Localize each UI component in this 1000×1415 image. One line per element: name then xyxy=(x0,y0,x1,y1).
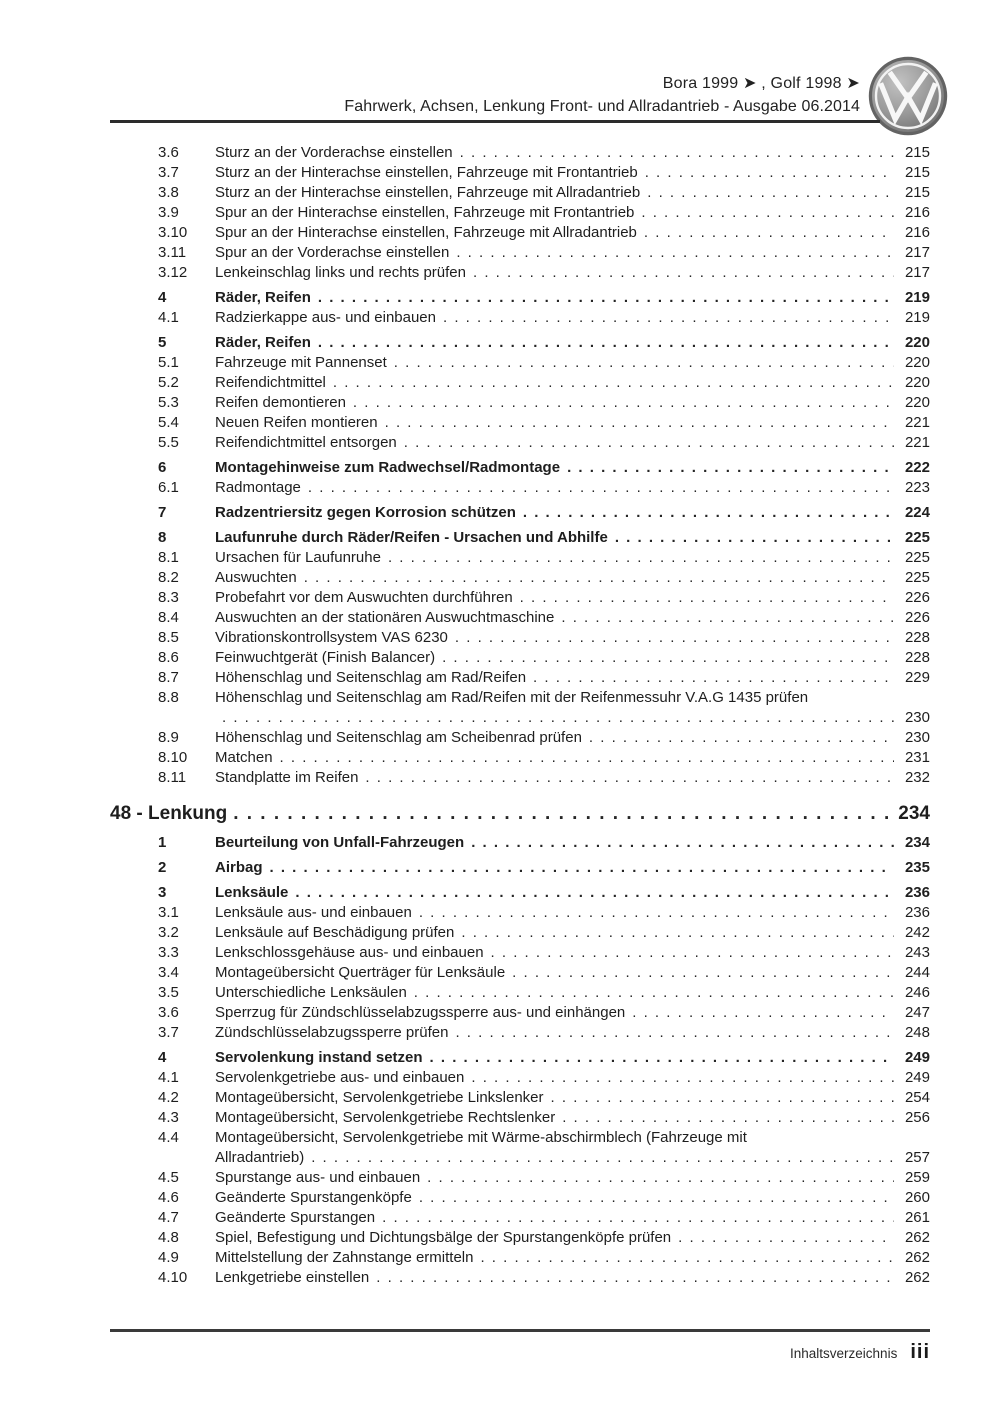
toc-entry-dot-leader xyxy=(412,903,894,923)
toc-entry[interactable] xyxy=(110,333,930,353)
toc-entry-title: Lenkeinschlag links und rechts prüfen xyxy=(215,264,466,281)
toc-entry-title: Allradantrieb) xyxy=(215,1149,305,1166)
toc-entry-dot-leader xyxy=(227,800,894,828)
toc-entry-number: 5.5 xyxy=(158,434,179,451)
toc-entry-number: 4.8 xyxy=(158,1229,179,1246)
toc-list xyxy=(110,143,930,1288)
toc-entry-title: Feinwuchtgerät (Finish Balancer) xyxy=(215,649,436,666)
toc-entry-number: 6 xyxy=(158,459,167,476)
toc-entry-number: 6.1 xyxy=(158,479,179,496)
toc-entry-title: Servolenkgetriebe aus- und einbauen xyxy=(215,1069,465,1086)
toc-entry[interactable] xyxy=(110,1188,930,1208)
toc-entry[interactable] xyxy=(110,548,930,568)
toc-entry[interactable] xyxy=(110,800,930,828)
toc-entry-title: Räder, Reifen xyxy=(215,289,311,306)
toc-entry-title: Radzierkappe aus- und einbauen xyxy=(215,309,436,326)
toc-entry[interactable] xyxy=(110,413,930,433)
toc-entry-page: 219 xyxy=(904,289,930,306)
toc-entry[interactable] xyxy=(110,963,930,983)
toc-entry-number: 3.2 xyxy=(158,924,179,941)
toc-entry-page: 215 xyxy=(904,184,930,201)
toc-entry-page: 244 xyxy=(904,964,930,981)
toc-entry-title: Sturz an der Hinterachse einstellen, Fahrzeuge mit Frontantrieb xyxy=(215,164,638,181)
toc-entry-page: 256 xyxy=(904,1109,930,1126)
toc-entry-number: 3.12 xyxy=(158,264,188,281)
toc-entry[interactable] xyxy=(110,628,930,648)
toc-entry-page: 242 xyxy=(904,924,930,941)
toc-entry-number: 3.8 xyxy=(158,184,179,201)
toc-entry-number: 5.2 xyxy=(158,374,179,391)
toc-entry-title: Höhenschlag und Seitenschlag am Rad/Reifen mit der Reifenmessuhr V.A.G 1435 prüfen xyxy=(215,689,809,706)
toc-entry-title: Lenksäule auf Beschädigung prüfen xyxy=(215,924,455,941)
toc-entry-title: Standplatte im Reifen xyxy=(215,769,359,786)
toc-entry[interactable] xyxy=(110,648,930,668)
toc-entry-title: Servolenkung instand setzen xyxy=(215,1049,423,1066)
footer-label: Inhaltsverzeichnis xyxy=(790,1346,898,1361)
toc-entry-title: Lenksäule xyxy=(215,884,289,901)
toc-entry-number: 3.9 xyxy=(158,204,179,221)
toc-entry[interactable] xyxy=(110,503,930,523)
toc-entry[interactable] xyxy=(110,373,930,393)
toc-entry-dot-leader xyxy=(435,648,894,668)
toc-entry-dot-leader xyxy=(671,1228,894,1248)
toc-entry-title: Montageübersicht, Servolenkgetriebe Linkslenker xyxy=(215,1089,544,1106)
toc-entry[interactable] xyxy=(110,1088,930,1108)
toc-entry-page: 221 xyxy=(904,434,930,451)
toc-entry-dot-leader xyxy=(311,288,894,308)
toc-entry[interactable] xyxy=(110,588,930,608)
toc-entry[interactable] xyxy=(110,243,930,263)
toc-entry-number: 4.1 xyxy=(158,1069,179,1086)
toc-entry[interactable] xyxy=(110,983,930,1003)
toc-entry-page: 225 xyxy=(904,569,930,586)
toc-entry-number: 3.3 xyxy=(158,944,179,961)
toc-entry-page: 234 xyxy=(898,803,930,824)
toc-entry-page: 217 xyxy=(904,244,930,261)
toc-entry[interactable] xyxy=(110,1248,930,1268)
toc-entry-page: 228 xyxy=(904,629,930,646)
toc-entry[interactable] xyxy=(110,568,930,588)
toc-entry-dot-leader xyxy=(544,1088,894,1108)
toc-entry-title: Räder, Reifen xyxy=(215,334,311,351)
toc-entry-dot-leader xyxy=(513,588,894,608)
toc-entry[interactable] xyxy=(110,1268,930,1288)
toc-entry-number: 3 xyxy=(158,884,167,901)
toc-entry-title: Airbag xyxy=(215,859,263,876)
toc-entry-number: 5 xyxy=(158,334,167,351)
toc-entry-page: 261 xyxy=(904,1209,930,1226)
toc-entry[interactable] xyxy=(110,708,930,728)
toc-entry-page: 225 xyxy=(904,529,930,546)
toc-entry-number: 8.3 xyxy=(158,589,179,606)
header-models: Bora 1999 ➤ , Golf 1998 ➤ xyxy=(662,75,860,92)
toc-entry-title: Montageübersicht, Servolenkgetriebe Rechtslenker xyxy=(215,1109,556,1126)
toc-entry-dot-leader xyxy=(263,858,894,878)
toc-entry-title: Spur an der Hinterachse einstellen, Fahrzeuge mit Frontantrieb xyxy=(215,204,635,221)
toc-entry-dot-leader xyxy=(311,333,894,353)
toc-entry-title: Spur an der Vorderachse einstellen xyxy=(215,244,450,261)
toc-entry-dot-leader xyxy=(381,548,894,568)
toc-entry-page: 262 xyxy=(904,1229,930,1246)
toc-entry-page: 262 xyxy=(904,1249,930,1266)
toc-entry-dot-leader xyxy=(423,1048,894,1068)
toc-entry-title: Neuen Reifen montieren xyxy=(215,414,378,431)
toc-entry-page: 243 xyxy=(904,944,930,961)
footer-page-number: iii xyxy=(910,1341,930,1363)
toc-entry-number: 8.2 xyxy=(158,569,179,586)
toc-entry-title: Lenkgetriebe einstellen xyxy=(215,1269,370,1286)
toc-entry-number: 4 xyxy=(158,289,167,306)
toc-entry-dot-leader xyxy=(387,353,894,373)
toc-entry-number: 5.3 xyxy=(158,394,179,411)
toc-entry-title: Reifendichtmittel entsorgen xyxy=(215,434,397,451)
toc-entry-number: 4.4 xyxy=(158,1129,179,1146)
toc-entry[interactable] xyxy=(110,393,930,413)
toc-entry-dot-leader xyxy=(304,1148,894,1168)
toc-entry-page: 230 xyxy=(904,709,930,726)
toc-entry-page: 249 xyxy=(904,1049,930,1066)
toc-entry-page: 257 xyxy=(904,1149,930,1166)
toc-entry-page: 215 xyxy=(904,164,930,181)
toc-entry-page: 216 xyxy=(904,224,930,241)
toc-entry[interactable] xyxy=(110,433,930,453)
toc-entry-number: 8.11 xyxy=(158,769,187,786)
toc-entry-page: 222 xyxy=(904,459,930,476)
toc-entry-dot-leader xyxy=(555,1108,894,1128)
toc-entry-title: Geänderte Spurstangenköpfe xyxy=(215,1189,412,1206)
toc-entry-title: Laufunruhe durch Räder/Reifen - Ursachen und Abhilfe xyxy=(215,529,608,546)
toc-entry-number: 4.1 xyxy=(158,309,179,326)
toc-entry-number: 3.6 xyxy=(158,1004,179,1021)
toc-entry-number: 5.4 xyxy=(158,414,179,431)
toc-entry-dot-leader xyxy=(582,728,894,748)
toc-entry-dot-leader xyxy=(326,373,894,393)
toc-entry-number: 3.11 xyxy=(158,244,187,261)
toc-entry[interactable] xyxy=(110,353,930,373)
toc-entry-title: Höhenschlag und Seitenschlag am Rad/Reifen xyxy=(215,669,527,686)
toc-entry-number: 8.7 xyxy=(158,669,179,686)
toc-entry-dot-leader xyxy=(638,163,894,183)
toc-entry[interactable] xyxy=(110,768,930,788)
toc-entry-dot-leader xyxy=(464,1068,894,1088)
toc-entry-number: 4.10 xyxy=(158,1269,188,1286)
toc-entry-number: 4.6 xyxy=(158,1189,179,1206)
toc-entry-title: Montagehinweise zum Radwechsel/Radmontage xyxy=(215,459,561,476)
toc-entry[interactable] xyxy=(110,748,930,768)
toc-entry[interactable] xyxy=(110,1048,930,1068)
toc-entry-dot-leader xyxy=(505,963,894,983)
toc-entry-dot-leader xyxy=(449,243,894,263)
toc-entry-number: 3.7 xyxy=(158,164,179,181)
toc-entry[interactable] xyxy=(110,163,930,183)
toc-entry-page: 249 xyxy=(904,1069,930,1086)
toc-entry-title: Auswuchten an der stationären Auswuchtmaschine xyxy=(215,609,555,626)
toc-entry-number: 1 xyxy=(158,834,167,851)
toc-entry[interactable] xyxy=(110,223,930,243)
toc-entry[interactable] xyxy=(110,1023,930,1043)
toc-entry-dot-leader xyxy=(378,413,894,433)
toc-entry-page: 219 xyxy=(904,309,930,326)
toc-entry-dot-leader xyxy=(273,748,894,768)
toc-entry-dot-leader xyxy=(420,1168,894,1188)
toc-entry-title: Mittelstellung der Zahnstange ermitteln xyxy=(215,1249,474,1266)
toc-entry-dot-leader xyxy=(297,568,894,588)
toc-entry-dot-leader xyxy=(448,1023,894,1043)
toc-entry[interactable] xyxy=(110,668,930,688)
toc-entry-dot-leader xyxy=(375,1208,894,1228)
toc-entry-number: 3.10 xyxy=(158,224,188,241)
toc-entry-title: Probefahrt vor dem Auswuchten durchführen xyxy=(215,589,513,606)
toc-entry-dot-leader xyxy=(637,223,894,243)
toc-entry-dot-leader xyxy=(640,183,894,203)
toc-entry-number: 3.1 xyxy=(158,904,179,921)
toc-entry-number: 4.3 xyxy=(158,1109,179,1126)
toc-entry-page: 230 xyxy=(904,729,930,746)
toc-entry-title: Radzentriersitz gegen Korrosion schützen xyxy=(215,504,516,521)
toc-entry-page: 248 xyxy=(904,1024,930,1041)
toc-entry-title: Sperrzug für Zündschlüsselabzugssperre aus- und einhängen xyxy=(215,1004,626,1021)
toc-entry-title: Reifen demontieren xyxy=(215,394,346,411)
toc-entry[interactable] xyxy=(110,1228,930,1248)
toc-entry-title: Geänderte Spurstangen xyxy=(215,1209,376,1226)
toc-entry-dot-leader xyxy=(397,433,894,453)
toc-entry-page: 225 xyxy=(904,549,930,566)
toc-entry-dot-leader xyxy=(554,608,894,628)
toc-entry-number: 5.1 xyxy=(158,354,179,371)
toc-entry-title: Fahrzeuge mit Pannenset xyxy=(215,354,387,371)
toc-entry[interactable] xyxy=(110,308,930,328)
toc-entry-title: Matchen xyxy=(215,749,273,766)
toc-entry[interactable] xyxy=(110,263,930,283)
toc-entry-dot-leader xyxy=(560,458,894,478)
toc-entry-dot-leader xyxy=(453,143,894,163)
toc-entry[interactable] xyxy=(110,923,930,943)
toc-entry-number: 8.6 xyxy=(158,649,179,666)
toc-entry-page: 234 xyxy=(904,834,930,851)
toc-entry[interactable] xyxy=(110,143,930,163)
toc-entry-title: Reifendichtmittel xyxy=(215,374,326,391)
toc-entry-number: 8.8 xyxy=(158,689,179,706)
toc-entry-page: 220 xyxy=(904,374,930,391)
toc-entry-page: 220 xyxy=(904,354,930,371)
toc-entry-page: 260 xyxy=(904,1189,930,1206)
toc-entry-number: 3.5 xyxy=(158,984,179,1001)
toc-entry-title: Sturz an der Vorderachse einstellen xyxy=(215,144,453,161)
toc-entry-page: 216 xyxy=(904,204,930,221)
toc-entry-dot-leader xyxy=(301,478,894,498)
toc-entry-number: 4.7 xyxy=(158,1209,179,1226)
toc-entry-dot-leader xyxy=(346,393,894,413)
toc-entry-title: Vibrationskontrollsystem VAS 6230 xyxy=(215,629,448,646)
toc-entry-dot-leader xyxy=(484,943,894,963)
toc-entry[interactable] xyxy=(110,478,930,498)
toc-entry-title: Beurteilung von Unfall-Fahrzeugen xyxy=(215,834,465,851)
toc-entry-page: 236 xyxy=(904,884,930,901)
toc-entry[interactable] xyxy=(110,728,930,748)
page-header xyxy=(110,72,860,118)
toc-entry-page: 224 xyxy=(904,504,930,521)
toc-entry[interactable] xyxy=(110,833,930,853)
toc-entry-dot-leader xyxy=(466,263,894,283)
toc-entry-number: 8.10 xyxy=(158,749,188,766)
toc-entry-dot-leader xyxy=(412,1188,894,1208)
toc-entry-dot-leader xyxy=(369,1268,894,1288)
toc-entry-number: 8.4 xyxy=(158,609,179,626)
toc-entry-page: 229 xyxy=(904,669,930,686)
toc-entry-title: Ursachen für Laufunruhe xyxy=(215,549,381,566)
vw-logo-icon xyxy=(868,56,948,136)
toc-entry-dot-leader xyxy=(516,503,894,523)
toc-entry[interactable] xyxy=(110,608,930,628)
toc-entry[interactable] xyxy=(110,1168,930,1188)
toc-entry-page: 262 xyxy=(904,1269,930,1286)
toc-entry-page: 223 xyxy=(904,479,930,496)
toc-entry-number: 4.9 xyxy=(158,1249,179,1266)
toc-entry-dot-leader xyxy=(634,203,894,223)
toc-entry-page: 226 xyxy=(904,609,930,626)
toc-entry-page: 221 xyxy=(904,414,930,431)
toc-entry-page: 220 xyxy=(904,334,930,351)
toc-entry-page: 254 xyxy=(904,1089,930,1106)
toc-entry-dot-leader xyxy=(358,768,894,788)
toc-entry-dot-leader xyxy=(436,308,894,328)
header-rule xyxy=(110,120,880,123)
toc-entry-page: 231 xyxy=(904,749,930,766)
toc-entry[interactable] xyxy=(110,903,930,923)
toc-entry[interactable] xyxy=(110,858,930,878)
header-doc-title: Fahrwerk, Achsen, Lenkung Front- und Allradantrieb - Ausgabe 06.2014 xyxy=(344,98,860,115)
toc-entry-dot-leader xyxy=(215,708,894,728)
toc-entry-title: Auswuchten xyxy=(215,569,297,586)
toc-entry-title: Montageübersicht, Servolenkgetriebe mit Wärme-abschirmblech (Fahrzeuge mit xyxy=(215,1129,747,1146)
toc-entry[interactable] xyxy=(110,203,930,223)
toc-entry[interactable] xyxy=(110,1108,930,1128)
toc-entry-title: Sturz an der Hinterachse einstellen, Fahrzeuge mit Allradantrieb xyxy=(215,184,641,201)
page-footer xyxy=(110,1341,930,1364)
toc-entry[interactable] xyxy=(110,1208,930,1228)
toc-entry-page: 247 xyxy=(904,1004,930,1021)
toc-entry-number: 8.9 xyxy=(158,729,179,746)
toc-entry-number: 4.5 xyxy=(158,1169,179,1186)
toc-entry-title: Spurstange aus- und einbauen xyxy=(215,1169,421,1186)
toc-entry-title: Lenksäule aus- und einbauen xyxy=(215,904,412,921)
toc-entry-title: Lenkschlossgehäuse aus- und einbauen xyxy=(215,944,484,961)
toc-entry[interactable] xyxy=(110,458,930,478)
toc-entry-page: 259 xyxy=(904,1169,930,1186)
toc-entry-dot-leader xyxy=(288,883,894,903)
toc-entry-dot-leader xyxy=(526,668,894,688)
toc-entry-number: 3.6 xyxy=(158,144,179,161)
toc-entry-dot-leader xyxy=(448,628,894,648)
toc-entry[interactable] xyxy=(110,1148,930,1168)
toc-entry-number: 8.5 xyxy=(158,629,179,646)
toc-entry-number: 8 xyxy=(158,529,167,546)
toc-entry-title: Höhenschlag und Seitenschlag am Scheibenrad prüfen xyxy=(215,729,582,746)
toc-entry[interactable] xyxy=(110,1003,930,1023)
toc-entry[interactable] xyxy=(110,288,930,308)
toc-entry-number: 7 xyxy=(158,504,167,521)
toc-entry-number: 4.2 xyxy=(158,1089,179,1106)
toc-entry-title: Unterschiedliche Lenksäulen xyxy=(215,984,407,1001)
toc-entry-title: Zündschlüsselabzugssperre prüfen xyxy=(215,1024,449,1041)
toc-entry-page: 236 xyxy=(904,904,930,921)
toc-entry-title: Montageübersicht Querträger für Lenksäule xyxy=(215,964,506,981)
toc-entry[interactable] xyxy=(110,528,930,548)
toc-entry[interactable] xyxy=(110,688,930,708)
toc-entry-number: 2 xyxy=(158,859,167,876)
toc-entry-number: 8.1 xyxy=(158,549,179,566)
toc-entry-title: Spur an der Hinterachse einstellen, Fahrzeuge mit Allradantrieb xyxy=(215,224,637,241)
toc-entry[interactable] xyxy=(110,183,930,203)
toc-entry-dot-leader xyxy=(625,1003,894,1023)
toc-entry[interactable] xyxy=(110,883,930,903)
toc-entry-title: 48 - Lenkung xyxy=(110,803,228,824)
toc-entry-number: 4 xyxy=(158,1049,167,1066)
toc-entry-dot-leader xyxy=(608,528,894,548)
toc-entry-number: 3.7 xyxy=(158,1024,179,1041)
toc-entry-page: 235 xyxy=(904,859,930,876)
toc-entry[interactable] xyxy=(110,943,930,963)
toc-entry-title: Spiel, Befestigung und Dichtungsbälge der Spurstangenköpfe prüfen xyxy=(215,1229,672,1246)
toc-entry-page: 217 xyxy=(904,264,930,281)
toc-entry-dot-leader xyxy=(473,1248,894,1268)
toc-entry[interactable] xyxy=(110,1068,930,1088)
footer-rule xyxy=(110,1329,930,1332)
toc-entry-page: 220 xyxy=(904,394,930,411)
toc-entry-page: 232 xyxy=(904,769,930,786)
toc-entry-page: 215 xyxy=(904,144,930,161)
toc-entry-number: 3.4 xyxy=(158,964,179,981)
toc-entry-page: 246 xyxy=(904,984,930,1001)
toc-entry-dot-leader xyxy=(464,833,894,853)
toc-entry-dot-leader xyxy=(407,983,894,1003)
toc-entry-title: Radmontage xyxy=(215,479,301,496)
toc-entry-page: 228 xyxy=(904,649,930,666)
toc-entry-dot-leader xyxy=(454,923,894,943)
toc-entry[interactable] xyxy=(110,1128,930,1148)
toc-entry-page: 226 xyxy=(904,589,930,606)
